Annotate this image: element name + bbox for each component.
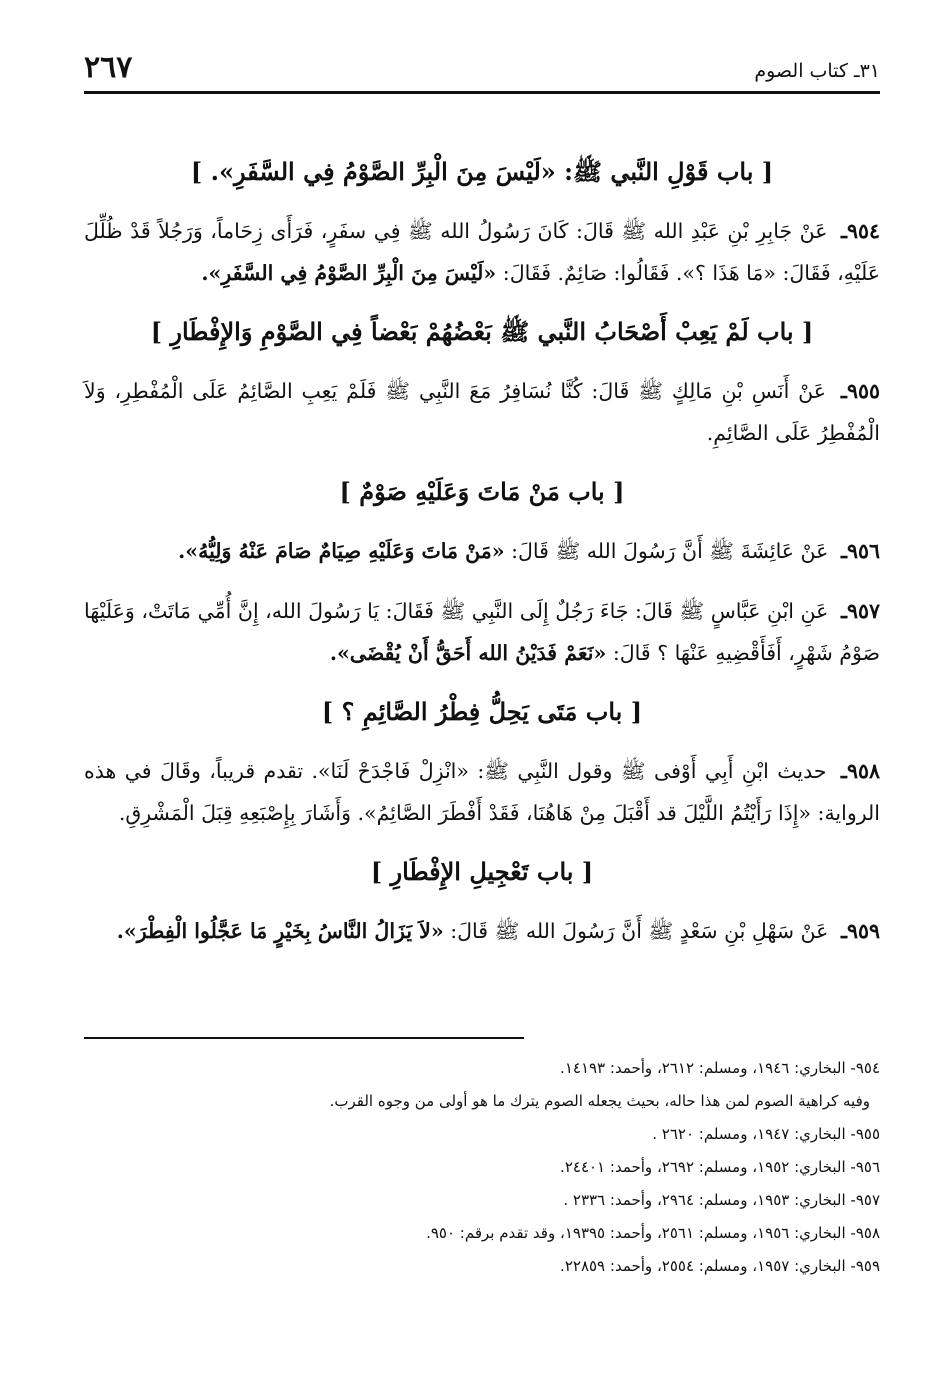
chapter-heading: [ باب قَوْلِ النَّبي ﷺ: «لَيْسَ مِنَ الْبِرِّ الصَّوْمُ فِي السَّفَرِ». ] [190,157,774,186]
hadith-957 [84,590,880,674]
hadith-matn: «مَنْ مَاتَ وَعَلَيْهِ صِيَامٌ صَامَ عَنْهُ وَلِيُّهُ». [178,539,505,563]
hadith-number: ٩٥٩ـ [840,919,880,943]
hadith-number: ٩٥٦ـ [840,539,880,563]
hadith-text: عَنْ سَهْلِ بْنِ سَعْدٍ ﷺ أَنَّ رَسُولَ الله ﷺ قَالَ: [450,919,829,943]
footnotes [84,1052,880,1283]
footnote-957: ٩٥٧- البخاري: ١٩٥٣، ومسلم: ٢٩٦٤، وأحمد: ٢٣٣٦ . [563,1191,880,1209]
footnote-959: ٩٥٩- البخاري: ١٩٥٧، ومسلم: ٢٥٥٤، وأحمد: ٢٢٨٥٩. [560,1257,880,1275]
footnote-note: وفيه كراهية الصوم لمن هذا حاله، بحيث يجعله الصوم يترك ما هو أولى من وجوه القرب. [329,1092,870,1110]
hadith-955 [84,370,880,454]
hadith-matn: «نَعَمْ فَدَيْنُ الله أَحَقُّ أَنْ يُقْضَى». [329,641,607,665]
footnote-954: ٩٥٤- البخاري: ١٩٤٦، ومسلم: ٢٦١٢، وأحمد: ١٤١٩٣. [560,1059,880,1077]
hadith-958 [84,750,880,834]
page-header [84,50,880,92]
footnote-rule [84,1037,524,1039]
hadith-text: عَنْ أَنَسِ بْنِ مَالِكٍ ﷺ قَالَ: كُنَّا نُسَافِرُ مَعَ النَّبِي ﷺ فَلَمْ يَعِبِ الصَّائِمُ عَلَى الْمُفْطِرِ، وَلاَ الْمُفْطِرُ عَلَى الصَّائِمِ. [84,379,880,445]
hadith-matn: «لَيْسَ مِنَ الْبِرِّ الصَّوْمُ فِي السَّفَرِ». [201,261,497,285]
chapter-heading: [ باب تَعْجِيلِ الإِفْطَارِ ] [370,857,594,886]
hadith-text: عَنْ جَابِرِ بْنِ عَبْدِ الله ﷺ قَالَ: كَانَ رَسُولُ الله ﷺ فِي سفَرٍ، فَرَأَى زِحَاماً، وَرَجُلاً قَدْ ظُلِّلَ عَلَيْهِ، فَقَالَ: «مَا هَذَا ؟». فَقَالُوا: صَائِمٌ. فَقَالَ: [84,219,880,285]
main-text [84,140,880,970]
hadith-956 [84,530,880,572]
running-head: ٣١ـ كتاب الصوم [754,60,880,82]
hadith-number: ٩٥٧ـ [840,599,880,623]
page-number: ٢٦٧ [84,50,133,85]
chapter-heading: [ باب مَتَى يَحِلُّ فِطْرُ الصَّائِمِ ؟ ] [321,697,643,726]
hadith-954 [84,210,880,294]
hadith-number: ٩٥٥ـ [840,379,880,403]
hadith-number: ٩٥٤ـ [840,219,880,243]
hadith-959 [84,910,880,952]
footnote-955: ٩٥٥- البخاري: ١٩٤٧، ومسلم: ٢٦٢٠ . [652,1125,880,1143]
hadith-matn: «لاَ يَزَالُ النَّاسُ بِخَيْرٍ مَا عَجَّلُوا الْفِطْرَ». [116,919,444,943]
hadith-number: ٩٥٨ـ [840,759,880,783]
footnote-958: ٩٥٨- البخاري: ١٩٥٦، ومسلم: ٢٥٦١، وأحمد: ١٩٣٩٥، وقد تقدم برقم: ٩٥٠. [426,1224,880,1242]
hadith-text: عَنِ ابْنِ عَبَّاسٍ ﷺ قَالَ: جَاءَ رَجُلٌ إِلَى النَّبِي ﷺ فَقَالَ: يَا رَسُولَ الله، إِنَّ أُمِّي مَاتَتْ، وَعَلَيْهَا صَوْمُ شَهْرٍ، أَفَأَقْضِيهِ عَنْهَا ؟ قَالَ: [84,599,880,665]
chapter-heading: [ باب مَنْ مَاتَ وَعَلَيْهِ صَوْمٌ ] [339,477,625,506]
hadith-text: عَنْ عَائِشَةَ ﷺ أَنَّ رَسُولَ الله ﷺ قَالَ: [511,539,829,563]
hadith-text: حديث ابْنِ أَبِي أَوْفى ﷺ وقول النَّبِي ﷺ: «انْزِلْ فَاجْدَحْ لَنَا». تقدم قريباً، وقَالَ في هذه الرواية: «إِذَا رَأَيْتُمُ اللَّيْلَ قد أَقْبَلَ مِنْ هَاهُنَا، فَقَدْ أَفْطَرَ الصَّائِمُ». وَأَشَارَ بِإِصْبَعِهِ قِبَلَ الْمَشْرِقِ. [84,759,880,825]
header-rule [84,91,880,94]
chapter-heading: [ باب لَمْ يَعِبْ أَصْحَابُ النَّبي ﷺ بَعْضُهُمْ بَعْضاً فِي الصَّوْمِ وَالإِفْطَارِ ] [150,317,814,346]
footnote-956: ٩٥٦- البخاري: ١٩٥٢، ومسلم: ٢٦٩٢، وأحمد: ٢٤٤٠١. [560,1158,880,1176]
